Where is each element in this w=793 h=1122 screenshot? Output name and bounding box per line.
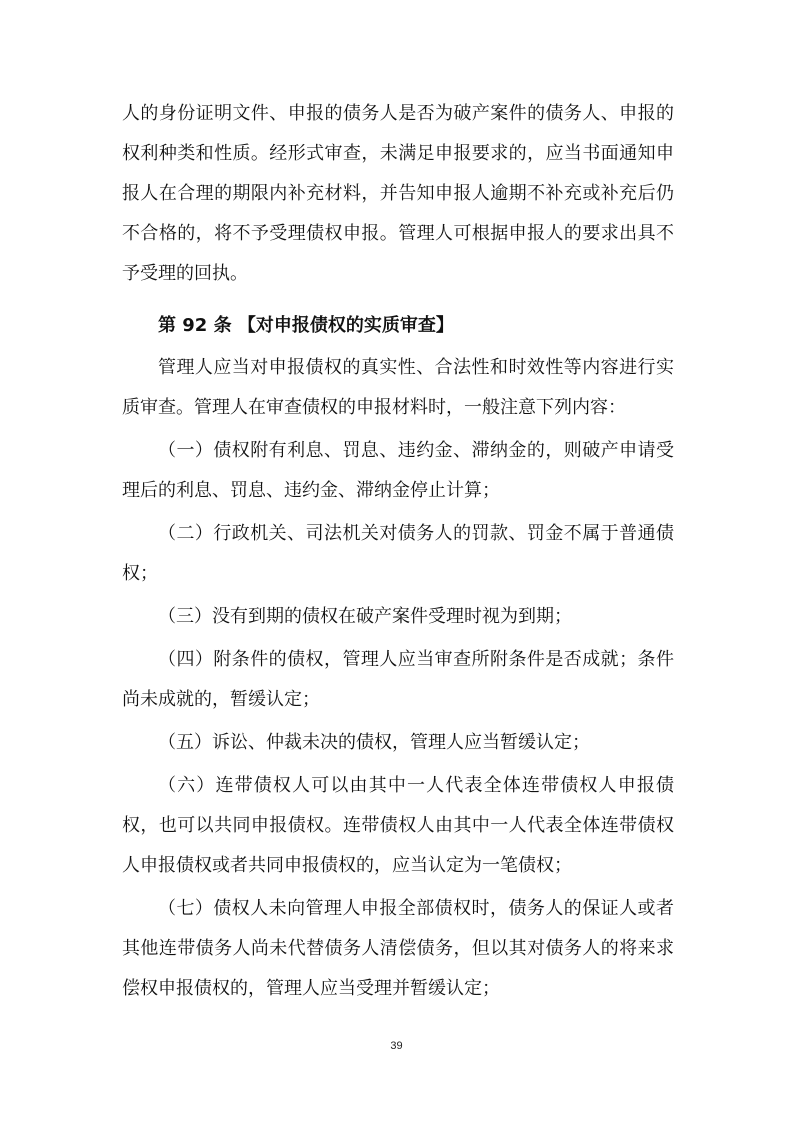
paragraph-line: 质审查。管理人在审查债权的申报材料时，一般注意下列内容： xyxy=(122,397,626,418)
list-item-line: 人申报债权或者共同申报债权的，应当认定为一笔债权； xyxy=(122,855,572,876)
list-item-line: （三）没有到期的债权在破产案件受理时视为到期； xyxy=(158,606,572,627)
paragraph-line: 报人在合理的期限内补充材料，并告知申报人逾期不补充或补充后仍 xyxy=(122,183,674,204)
list-item-line: 权，也可以共同申报债权。连带债权人由其中一人代表全体连带债权 xyxy=(122,815,674,836)
article-heading: 第 92 条 【对申报债权的实质审查】 xyxy=(158,315,454,336)
list-item-line: （五）诉讼、仲裁未决的债权，管理人应当暂缓认定； xyxy=(158,732,590,753)
list-item-line: 尚未成就的，暂缓认定； xyxy=(122,689,320,710)
paragraph-line: 不合格的，将不予受理债权申报。管理人可根据申报人的要求出具不 xyxy=(122,223,674,244)
paragraph-line: 人的身份证明文件、申报的债务人是否为破产案件的债务人、申报的 xyxy=(122,103,674,124)
paragraph-line: 予受理的回执。 xyxy=(122,263,248,284)
page-number: 39 xyxy=(390,1040,403,1052)
list-item-line: （一）债权附有利息、罚息、违约金、滞纳金的，则破产申请受 xyxy=(158,440,674,461)
list-item-line: （二）行政机关、司法机关对债务人的罚款、罚金不属于普通债 xyxy=(158,523,674,544)
list-item-line: 其他连带债务人尚未代替债务人清偿债务，但以其对债务人的将来求 xyxy=(122,938,674,959)
list-item-line: 理后的利息、罚息、违约金、滞纳金停止计算； xyxy=(122,480,500,501)
list-item-line: （四）附条件的债权，管理人应当审查所附条件是否成就；条件 xyxy=(158,649,674,670)
paragraph-line: 权利种类和性质。经形式审查，未满足申报要求的，应当书面通知申 xyxy=(122,143,674,164)
list-item-line: （六）连带债权人可以由其中一人代表全体连带债权人申报债 xyxy=(158,775,674,796)
paragraph-line: 管理人应当对申报债权的真实性、合法性和时效性等内容进行实 xyxy=(158,357,674,378)
list-item-line: （七）债权人未向管理人申报全部债权时，债务人的保证人或者 xyxy=(158,898,674,919)
list-item-line: 偿权申报债权的，管理人应当受理并暂缓认定； xyxy=(122,978,500,999)
list-item-line: 权； xyxy=(122,563,158,584)
